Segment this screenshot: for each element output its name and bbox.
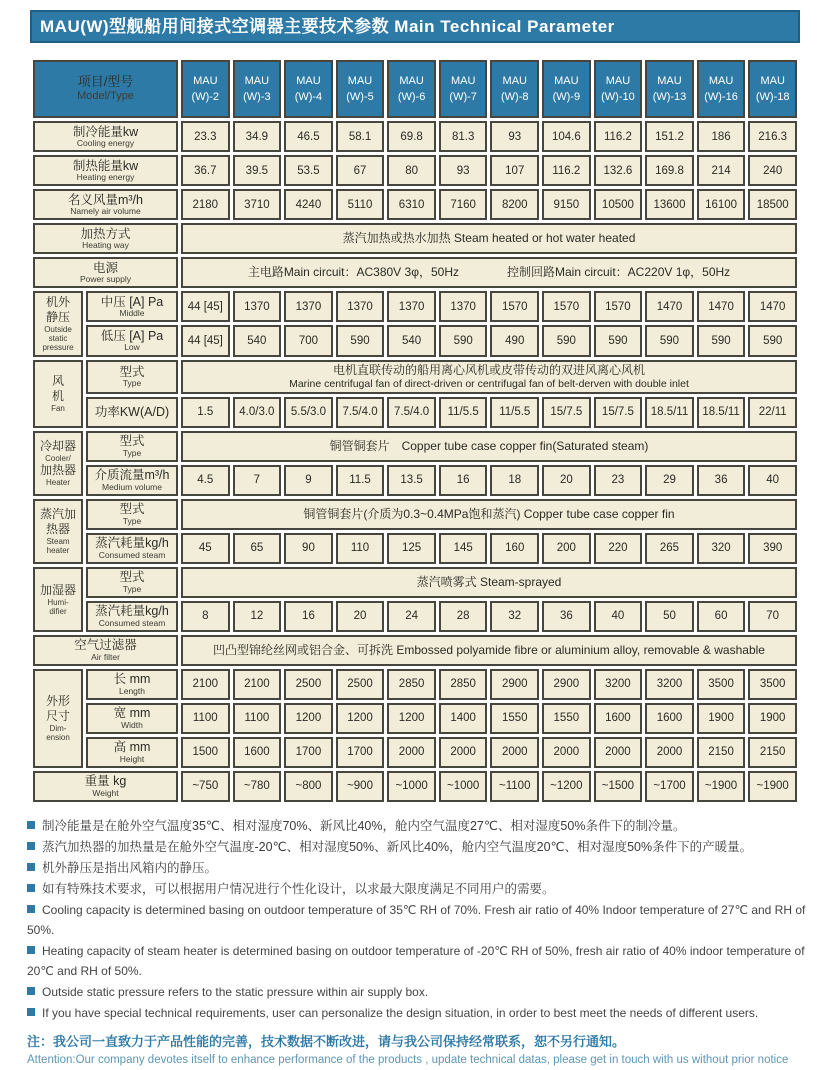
value-cell: 2900: [490, 669, 539, 700]
value-cell: 8200: [490, 189, 539, 220]
value-cell: 13.5: [387, 465, 436, 496]
row-group-label: 机外 静压 Outside static pressure: [33, 291, 83, 357]
model-header: MAU (W)-13: [645, 60, 694, 118]
value-cell: 39.5: [233, 155, 282, 186]
value-cell: 2000: [387, 737, 436, 768]
note-bullet-icon: [27, 842, 35, 850]
value-cell: ~1700: [645, 771, 694, 802]
value-cell: 2150: [697, 737, 746, 768]
value-cell: 11.5: [336, 465, 385, 496]
value-cell: 23.3: [181, 121, 230, 152]
value-cell: 590: [594, 325, 643, 356]
row-group-label: 外形 尺寸 Dim- ension: [33, 669, 83, 768]
value-cell: ~1100: [490, 771, 539, 802]
note-item: Heating capacity of steam heater is determined basing on outdoor temperature of -20℃ RH of 50%, fresh air ratio of 40% indoor temperature of 20℃ and RH of 50%.: [27, 943, 805, 978]
value-cell: 1370: [233, 291, 282, 322]
value-cell: 2500: [336, 669, 385, 700]
value-cell: 1700: [336, 737, 385, 768]
value-cell: 20: [336, 601, 385, 632]
model-header: MAU (W)-7: [439, 60, 488, 118]
value-cell: 1370: [439, 291, 488, 322]
value-cell: 81.3: [439, 121, 488, 152]
row-label: 蒸汽耗量kg/h Consumed steam: [86, 533, 178, 564]
value-cell: 160: [490, 533, 539, 564]
notes-section: [27, 816, 822, 1023]
value-cell: 116.2: [594, 121, 643, 152]
row-label: 功率KW(A/D): [86, 397, 178, 428]
value-cell: 5.5/3.0: [284, 397, 333, 428]
value-cell: 1470: [697, 291, 746, 322]
model-header: MAU (W)-18: [748, 60, 797, 118]
note-bullet-icon: [27, 1008, 35, 1016]
value-cell: 107: [490, 155, 539, 186]
value-cell: 1200: [284, 703, 333, 734]
model-header: MAU (W)-4: [284, 60, 333, 118]
merged-value-cell: 蒸汽喷雾式 Steam-sprayed: [181, 567, 797, 598]
value-cell: 13600: [645, 189, 694, 220]
value-cell: 220: [594, 533, 643, 564]
value-cell: 7: [233, 465, 282, 496]
value-cell: 1200: [336, 703, 385, 734]
footer: [27, 1032, 822, 1070]
value-cell: 320: [697, 533, 746, 564]
value-cell: 7.5/4.0: [336, 397, 385, 428]
value-cell: 12: [233, 601, 282, 632]
row-label: 电源 Power supply: [33, 257, 178, 288]
value-cell: 4.0/3.0: [233, 397, 282, 428]
value-cell: 2180: [181, 189, 230, 220]
model-header: MAU (W)-2: [181, 60, 230, 118]
value-cell: 15/7.5: [594, 397, 643, 428]
value-cell: 9: [284, 465, 333, 496]
value-cell: 186: [697, 121, 746, 152]
value-cell: 1550: [542, 703, 591, 734]
value-cell: 80: [387, 155, 436, 186]
value-cell: 60: [697, 601, 746, 632]
merged-value-cell: 蒸汽加热或热水加热 Steam heated or hot water heated: [181, 223, 797, 254]
value-cell: 2100: [233, 669, 282, 700]
value-cell: 6310: [387, 189, 436, 220]
row-group-label: 蒸汽加 热器 Steam heater: [33, 499, 83, 564]
value-cell: 65: [233, 533, 282, 564]
model-header: MAU (W)-8: [490, 60, 539, 118]
value-cell: 28: [439, 601, 488, 632]
merged-value-cell: 凹凸型锦纶丝网或铝合金、可拆洗 Embossed polyamide fibre or aluminium alloy, removable & washable: [181, 635, 797, 666]
value-cell: 1470: [748, 291, 797, 322]
value-cell: 3200: [594, 669, 643, 700]
merged-value-cell: 电机直联传动的船用离心风机或皮带传动的双进风离心风机 Marine centrifugal fan of direct-driven or centrifugal fan of belt-derven with double inlet: [181, 360, 797, 394]
value-cell: 23: [594, 465, 643, 496]
value-cell: 590: [645, 325, 694, 356]
value-cell: 20: [542, 465, 591, 496]
row-label: 型式 Type: [86, 360, 178, 394]
value-cell: ~1900: [748, 771, 797, 802]
row-label: 中压 [A] Pa Middle: [86, 291, 178, 322]
value-cell: 4.5: [181, 465, 230, 496]
row-label: 宽 mm Width: [86, 703, 178, 734]
value-cell: 214: [697, 155, 746, 186]
value-cell: 15/7.5: [542, 397, 591, 428]
value-cell: 24: [387, 601, 436, 632]
value-cell: ~1500: [594, 771, 643, 802]
value-cell: 116.2: [542, 155, 591, 186]
value-cell: 3500: [748, 669, 797, 700]
note-item: Cooling capacity is determined basing on outdoor temperature of 35℃ RH of 70%. Fresh air ratio of 40% Indoor temperature of 27℃ and RH of 50%.: [27, 902, 806, 937]
note-item: Outside static pressure refers to the static pressure within air supply box.: [27, 982, 822, 1002]
row-label: 蒸汽耗量kg/h Consumed steam: [86, 601, 178, 632]
value-cell: 1600: [594, 703, 643, 734]
value-cell: 2850: [439, 669, 488, 700]
value-cell: 93: [490, 121, 539, 152]
value-cell: 22/11: [748, 397, 797, 428]
value-cell: 10500: [594, 189, 643, 220]
note-bullet-icon: [27, 863, 35, 871]
value-cell: 18500: [748, 189, 797, 220]
value-cell: 540: [233, 325, 282, 356]
value-cell: 7160: [439, 189, 488, 220]
value-cell: 9150: [542, 189, 591, 220]
value-cell: ~1200: [542, 771, 591, 802]
value-cell: 3500: [697, 669, 746, 700]
model-header: MAU (W)-6: [387, 60, 436, 118]
value-cell: 125: [387, 533, 436, 564]
value-cell: 1550: [490, 703, 539, 734]
value-cell: 1570: [490, 291, 539, 322]
value-cell: 1500: [181, 737, 230, 768]
row-group-label: 风 机 Fan: [33, 360, 83, 428]
value-cell: 1370: [336, 291, 385, 322]
value-cell: 1600: [233, 737, 282, 768]
row-label: 高 mm Height: [86, 737, 178, 768]
value-cell: ~1000: [439, 771, 488, 802]
value-cell: 2000: [439, 737, 488, 768]
value-cell: 4240: [284, 189, 333, 220]
value-cell: 18.5/11: [697, 397, 746, 428]
value-cell: 1370: [284, 291, 333, 322]
value-cell: 16100: [697, 189, 746, 220]
value-cell: 240: [748, 155, 797, 186]
value-cell: 1200: [387, 703, 436, 734]
value-cell: 2150: [748, 737, 797, 768]
value-cell: 44 [45]: [181, 325, 230, 356]
value-cell: 151.2: [645, 121, 694, 152]
value-cell: 5110: [336, 189, 385, 220]
value-cell: ~900: [336, 771, 385, 802]
value-cell: 11/5.5: [490, 397, 539, 428]
row-label: 重量 kg Weight: [33, 771, 178, 802]
footer-note-en: Attention:Our company devotes itself to enhance performance of the products , update technical datas, please get in touch with us without prior notice: [27, 1053, 789, 1066]
row-group-label: 冷却器 Cooler/ 加热器 Heater: [33, 431, 83, 496]
value-cell: 132.6: [594, 155, 643, 186]
value-cell: 40: [594, 601, 643, 632]
value-cell: 2000: [490, 737, 539, 768]
value-cell: 44 [45]: [181, 291, 230, 322]
value-cell: 29: [645, 465, 694, 496]
value-cell: 1600: [645, 703, 694, 734]
value-cell: ~750: [181, 771, 230, 802]
value-cell: 2500: [284, 669, 333, 700]
value-cell: 590: [336, 325, 385, 356]
value-cell: 169.8: [645, 155, 694, 186]
model-header: MAU (W)-10: [594, 60, 643, 118]
value-cell: 490: [490, 325, 539, 356]
note-bullet-icon: [27, 884, 35, 892]
value-cell: 67: [336, 155, 385, 186]
value-cell: 590: [439, 325, 488, 356]
value-cell: 11/5.5: [439, 397, 488, 428]
value-cell: 1700: [284, 737, 333, 768]
value-cell: 1470: [645, 291, 694, 322]
merged-value-cell: 主电路Main circuit：AC380V 3φ，50Hz 控制回路Main circuit：AC220V 1φ，50Hz: [181, 257, 797, 288]
value-cell: 590: [542, 325, 591, 356]
value-cell: 34.9: [233, 121, 282, 152]
value-cell: ~1900: [697, 771, 746, 802]
row-label: 低压 [A] Pa Low: [86, 325, 178, 356]
value-cell: 18.5/11: [645, 397, 694, 428]
footer-note-zh: 注：我公司一直致力于产品性能的完善，技术数据不断改进，请与我公司保持经常联系，恕不另行通知。: [27, 1033, 626, 1049]
note-bullet-icon: [27, 946, 35, 954]
value-cell: 1900: [697, 703, 746, 734]
value-cell: 2850: [387, 669, 436, 700]
value-cell: 216.3: [748, 121, 797, 152]
value-cell: 1100: [233, 703, 282, 734]
value-cell: 53.5: [284, 155, 333, 186]
merged-value-cell: 铜管铜套片 Copper tube case copper fin(Saturated steam): [181, 431, 797, 462]
row-label: 长 mm Length: [86, 669, 178, 700]
value-cell: 36: [697, 465, 746, 496]
value-cell: 1570: [542, 291, 591, 322]
value-cell: 200: [542, 533, 591, 564]
value-cell: 8: [181, 601, 230, 632]
value-cell: 590: [697, 325, 746, 356]
value-cell: 18: [490, 465, 539, 496]
value-cell: 2100: [181, 669, 230, 700]
page-title: MAU(W)型舰船用间接式空调器主要技术参数 Main Technical Parameter: [30, 10, 800, 43]
row-label: 型式 Type: [86, 567, 178, 598]
model-header: MAU (W)-5: [336, 60, 385, 118]
value-cell: 36: [542, 601, 591, 632]
value-cell: 590: [748, 325, 797, 356]
row-label: 制冷能量kw Cooling energy: [33, 121, 178, 152]
value-cell: 69.8: [387, 121, 436, 152]
value-cell: 540: [387, 325, 436, 356]
row-label: 制热能量kw Heating energy: [33, 155, 178, 186]
row-label: 名义风量m³/h Namely air volume: [33, 189, 178, 220]
note-bullet-icon: [27, 905, 35, 913]
value-cell: 110: [336, 533, 385, 564]
value-cell: ~800: [284, 771, 333, 802]
note-item: If you have special technical requirements, user can personalize the design situation, in order to best meet the needs of different users.: [27, 1003, 822, 1023]
note-bullet-icon: [27, 987, 35, 995]
value-cell: 390: [748, 533, 797, 564]
value-cell: 2000: [542, 737, 591, 768]
value-cell: 1.5: [181, 397, 230, 428]
value-cell: 1400: [439, 703, 488, 734]
value-cell: ~1000: [387, 771, 436, 802]
value-cell: 1570: [594, 291, 643, 322]
value-cell: 1100: [181, 703, 230, 734]
value-cell: 70: [748, 601, 797, 632]
value-cell: 50: [645, 601, 694, 632]
value-cell: 90: [284, 533, 333, 564]
row-label: 型式 Type: [86, 431, 178, 462]
value-cell: 2000: [594, 737, 643, 768]
value-cell: 3710: [233, 189, 282, 220]
value-cell: 45: [181, 533, 230, 564]
value-cell: ~780: [233, 771, 282, 802]
value-cell: 2900: [542, 669, 591, 700]
note-item: 如有特殊技术要求，可以根据用户情况进行个性化设计，以求最大限度满足不同用户的需要。: [27, 879, 822, 899]
value-cell: 1370: [387, 291, 436, 322]
spec-table: [30, 57, 800, 805]
row-label: 空气过滤器 Air filter: [33, 635, 178, 666]
value-cell: 7.5/4.0: [387, 397, 436, 428]
merged-value-cell: 铜管铜套片(介质为0.3~0.4MPa饱和蒸汽) Copper tube case copper fin: [181, 499, 797, 530]
note-item: 机外静压是指出风箱内的静压。: [27, 858, 822, 878]
value-cell: 36.7: [181, 155, 230, 186]
row-label: 介质流量m³/h Medium volume: [86, 465, 178, 496]
value-cell: 3200: [645, 669, 694, 700]
note-bullet-icon: [27, 821, 35, 829]
value-cell: 93: [439, 155, 488, 186]
value-cell: 1900: [748, 703, 797, 734]
value-cell: 145: [439, 533, 488, 564]
row-label: 加热方式 Heating way: [33, 223, 178, 254]
row-group-label: 加湿器 Humi- difier: [33, 567, 83, 632]
value-cell: 16: [284, 601, 333, 632]
row-label: 型式 Type: [86, 499, 178, 530]
note-item: 制冷能量是在舱外空气温度35℃、相对湿度70%、新风比40%，舱内空气温度27℃、相对湿度50%条件下的制冷量。: [27, 816, 822, 836]
note-item: 蒸汽加热器的加热量是在舱外空气温度-20℃、相对湿度50%、新风比40%，舱内空气温度20℃、相对湿度50%条件下的产暖量。: [27, 837, 822, 857]
value-cell: 2000: [645, 737, 694, 768]
value-cell: 58.1: [336, 121, 385, 152]
model-header: MAU (W)-3: [233, 60, 282, 118]
model-header: MAU (W)-9: [542, 60, 591, 118]
value-cell: 32: [490, 601, 539, 632]
model-header: MAU (W)-16: [697, 60, 746, 118]
value-cell: 46.5: [284, 121, 333, 152]
value-cell: 265: [645, 533, 694, 564]
value-cell: 104.6: [542, 121, 591, 152]
value-cell: 16: [439, 465, 488, 496]
value-cell: 700: [284, 325, 333, 356]
value-cell: 40: [748, 465, 797, 496]
corner-cell: 项目/型号 Model/Type: [33, 60, 178, 118]
